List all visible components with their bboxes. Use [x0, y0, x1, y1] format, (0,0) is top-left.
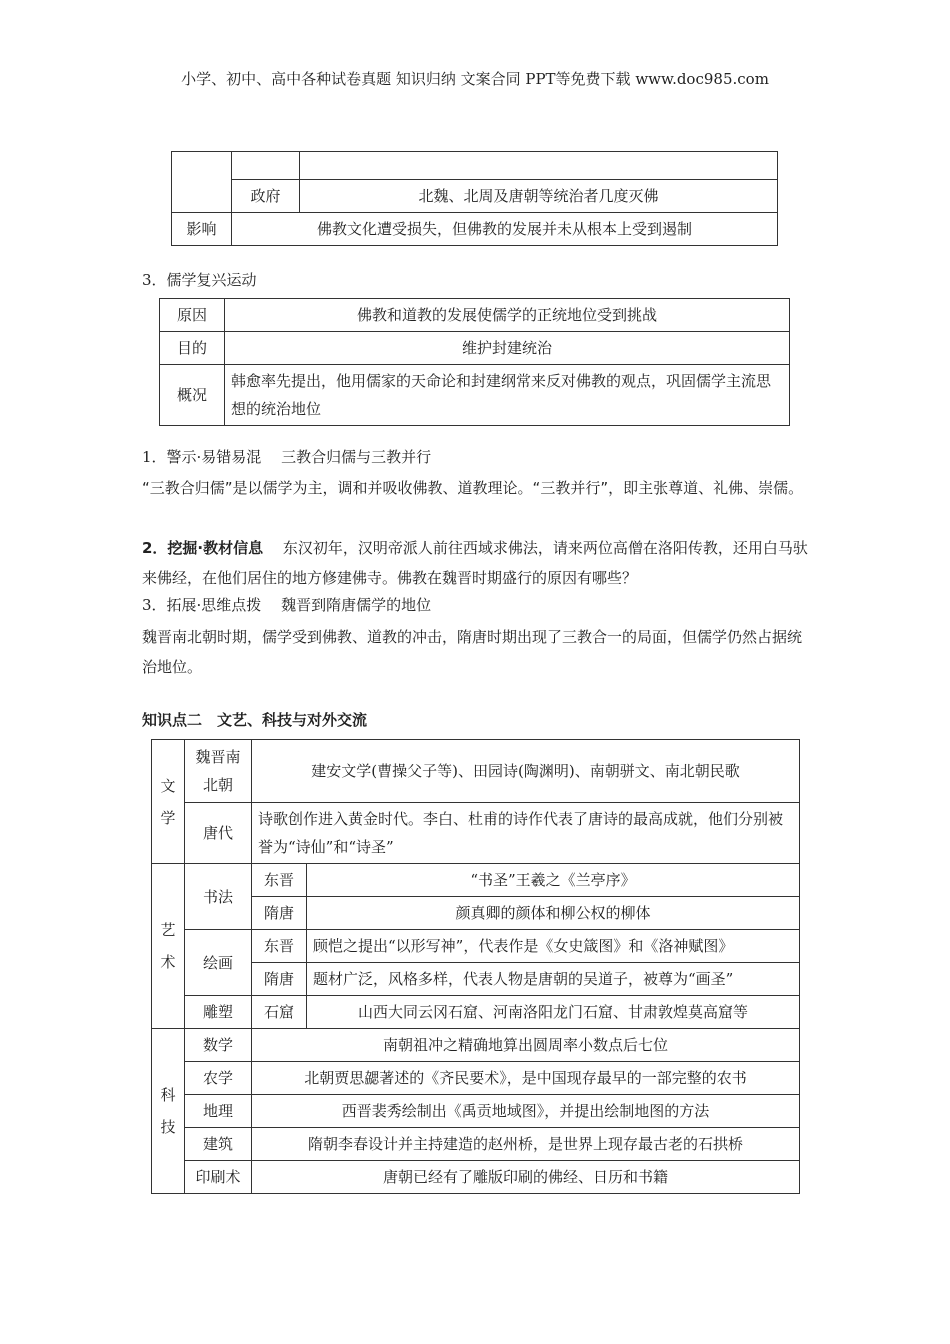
- art-label: 艺术: [152, 864, 185, 1029]
- sci-text-arch: 隋朝李春设计并主持建造的赵州桥，是世界上现存最古老的石拱桥: [252, 1128, 800, 1161]
- lit-text-1: 建安文学(曹操父子等)、田园诗(陶渊明)、南朝骈文、南北朝民歌: [252, 740, 800, 803]
- note3-heading: [142, 591, 812, 619]
- note1-title: 三教合归儒与三教并行: [281, 448, 432, 466]
- sci-text-geo: 西晋裴秀绘制出《禹贡地域图》，并提出绘制地图的方法: [252, 1095, 800, 1128]
- calligraphy-label: 书法: [185, 864, 252, 930]
- painting-period-1: 东晋: [252, 930, 307, 963]
- gov-text: 北魏、北周及唐朝等统治者几度灭佛: [300, 180, 778, 213]
- overview-text: 韩愈率先提出，他用儒家的天命论和封建纲常来反对佛教的观点，巩固儒学主流思想的统治地位: [225, 365, 790, 426]
- impact-text: 佛教文化遭受损失，但佛教的发展并未从根本上受到遏制: [232, 213, 778, 246]
- overview-label: 概况: [160, 365, 225, 426]
- reason-label: 原因: [160, 299, 225, 332]
- sci-field-geo: 地理: [185, 1095, 252, 1128]
- sci-text-agri: 北朝贾思勰著述的《齐民要术》，是中国现存最早的一部完整的农书: [252, 1062, 800, 1095]
- calligraphy-period-1: 东晋: [252, 864, 307, 897]
- lit-period-2: 唐代: [185, 803, 252, 864]
- note3-body: 魏晋南北朝时期，儒学受到佛教、道教的冲击，隋唐时期出现了三教合一的局面，但儒学仍然占据统治地位。: [142, 628, 803, 676]
- painting-period-2: 隋唐: [252, 963, 307, 996]
- sculpture-label: 雕塑: [185, 996, 252, 1029]
- calligraphy-text-2: 颜真卿的颜体和柳公权的柳体: [307, 897, 800, 930]
- lit-text-2: 诗歌创作进入黄金时代。李白、杜甫的诗作代表了唐诗的最高成就，他们分别被誉为“诗仙”和“诗圣”: [252, 803, 800, 864]
- painting-text-1: 顾恺之提出“以形写神”，代表作是《女史箴图》和《洛神赋图》: [307, 930, 800, 963]
- culture-science-table: [151, 739, 800, 1194]
- page-header: 小学、初中、高中各种试卷真题 知识归纳 文案合同 PPT等免费下载 www.doc985.com: [181, 70, 769, 88]
- note1-label: 1．警示·易错易混: [142, 448, 262, 466]
- note2-label: 2．挖掘·教材信息: [142, 539, 264, 557]
- gov-label: 政府: [232, 180, 300, 213]
- literature-label: 文学: [152, 740, 185, 864]
- section3-title: 3．儒学复兴运动: [142, 271, 257, 289]
- impact-label: 影响: [172, 213, 232, 246]
- purpose-label: 目的: [160, 332, 225, 365]
- note2-body: 东汉初年，汉明帝派人前往西域求佛法，请来两位高僧在洛阳传教，还用白马驮来佛经，在他们居住的地方修建佛寺。佛教在魏晋时期盛行的原因有哪些？: [142, 539, 808, 587]
- note3-title: 魏晋到隋唐儒学的地位: [281, 596, 432, 614]
- lit-period-1: 魏晋南北朝: [185, 740, 252, 803]
- painting-label: 绘画: [185, 930, 252, 996]
- knowledge-point-2-title: 知识点二 文艺、科技与对外交流: [142, 711, 368, 729]
- science-label: 科技: [152, 1029, 185, 1194]
- reason-text: 佛教和道教的发展使儒学的正统地位受到挑战: [225, 299, 790, 332]
- painting-text-2: 题材广泛，风格多样，代表人物是唐朝的吴道子，被尊为“画圣”: [307, 963, 800, 996]
- confucian-revival-table: [159, 298, 790, 426]
- calligraphy-text-1: “书圣”王羲之《兰亭序》: [307, 864, 800, 897]
- sci-text-print: 唐朝已经有了雕版印刷的佛经、日历和书籍: [252, 1161, 800, 1194]
- sci-field-math: 数学: [185, 1029, 252, 1062]
- sci-field-print: 印刷术: [185, 1161, 252, 1194]
- note1-body: “三教合归儒”是以儒学为主，调和并吸收佛教、道教理论。“三教并行”，即主张尊道、礼佛、崇儒。: [142, 479, 804, 497]
- buddhism-table: [171, 151, 778, 246]
- note1-heading: [142, 443, 812, 471]
- purpose-text: 维护封建统治: [225, 332, 790, 365]
- note3-label: 3．拓展·思维点拨: [142, 596, 262, 614]
- sci-text-math: 南朝祖冲之精确地算出圆周率小数点后七位: [252, 1029, 800, 1062]
- sculpture-text: 山西大同云冈石窟、河南洛阳龙门石窟、甘肃敦煌莫高窟等: [307, 996, 800, 1029]
- sci-field-arch: 建筑: [185, 1128, 252, 1161]
- calligraphy-period-2: 隋唐: [252, 897, 307, 930]
- sci-field-agri: 农学: [185, 1062, 252, 1095]
- note2: [142, 533, 812, 593]
- sculpture-sub: 石窟: [252, 996, 307, 1029]
